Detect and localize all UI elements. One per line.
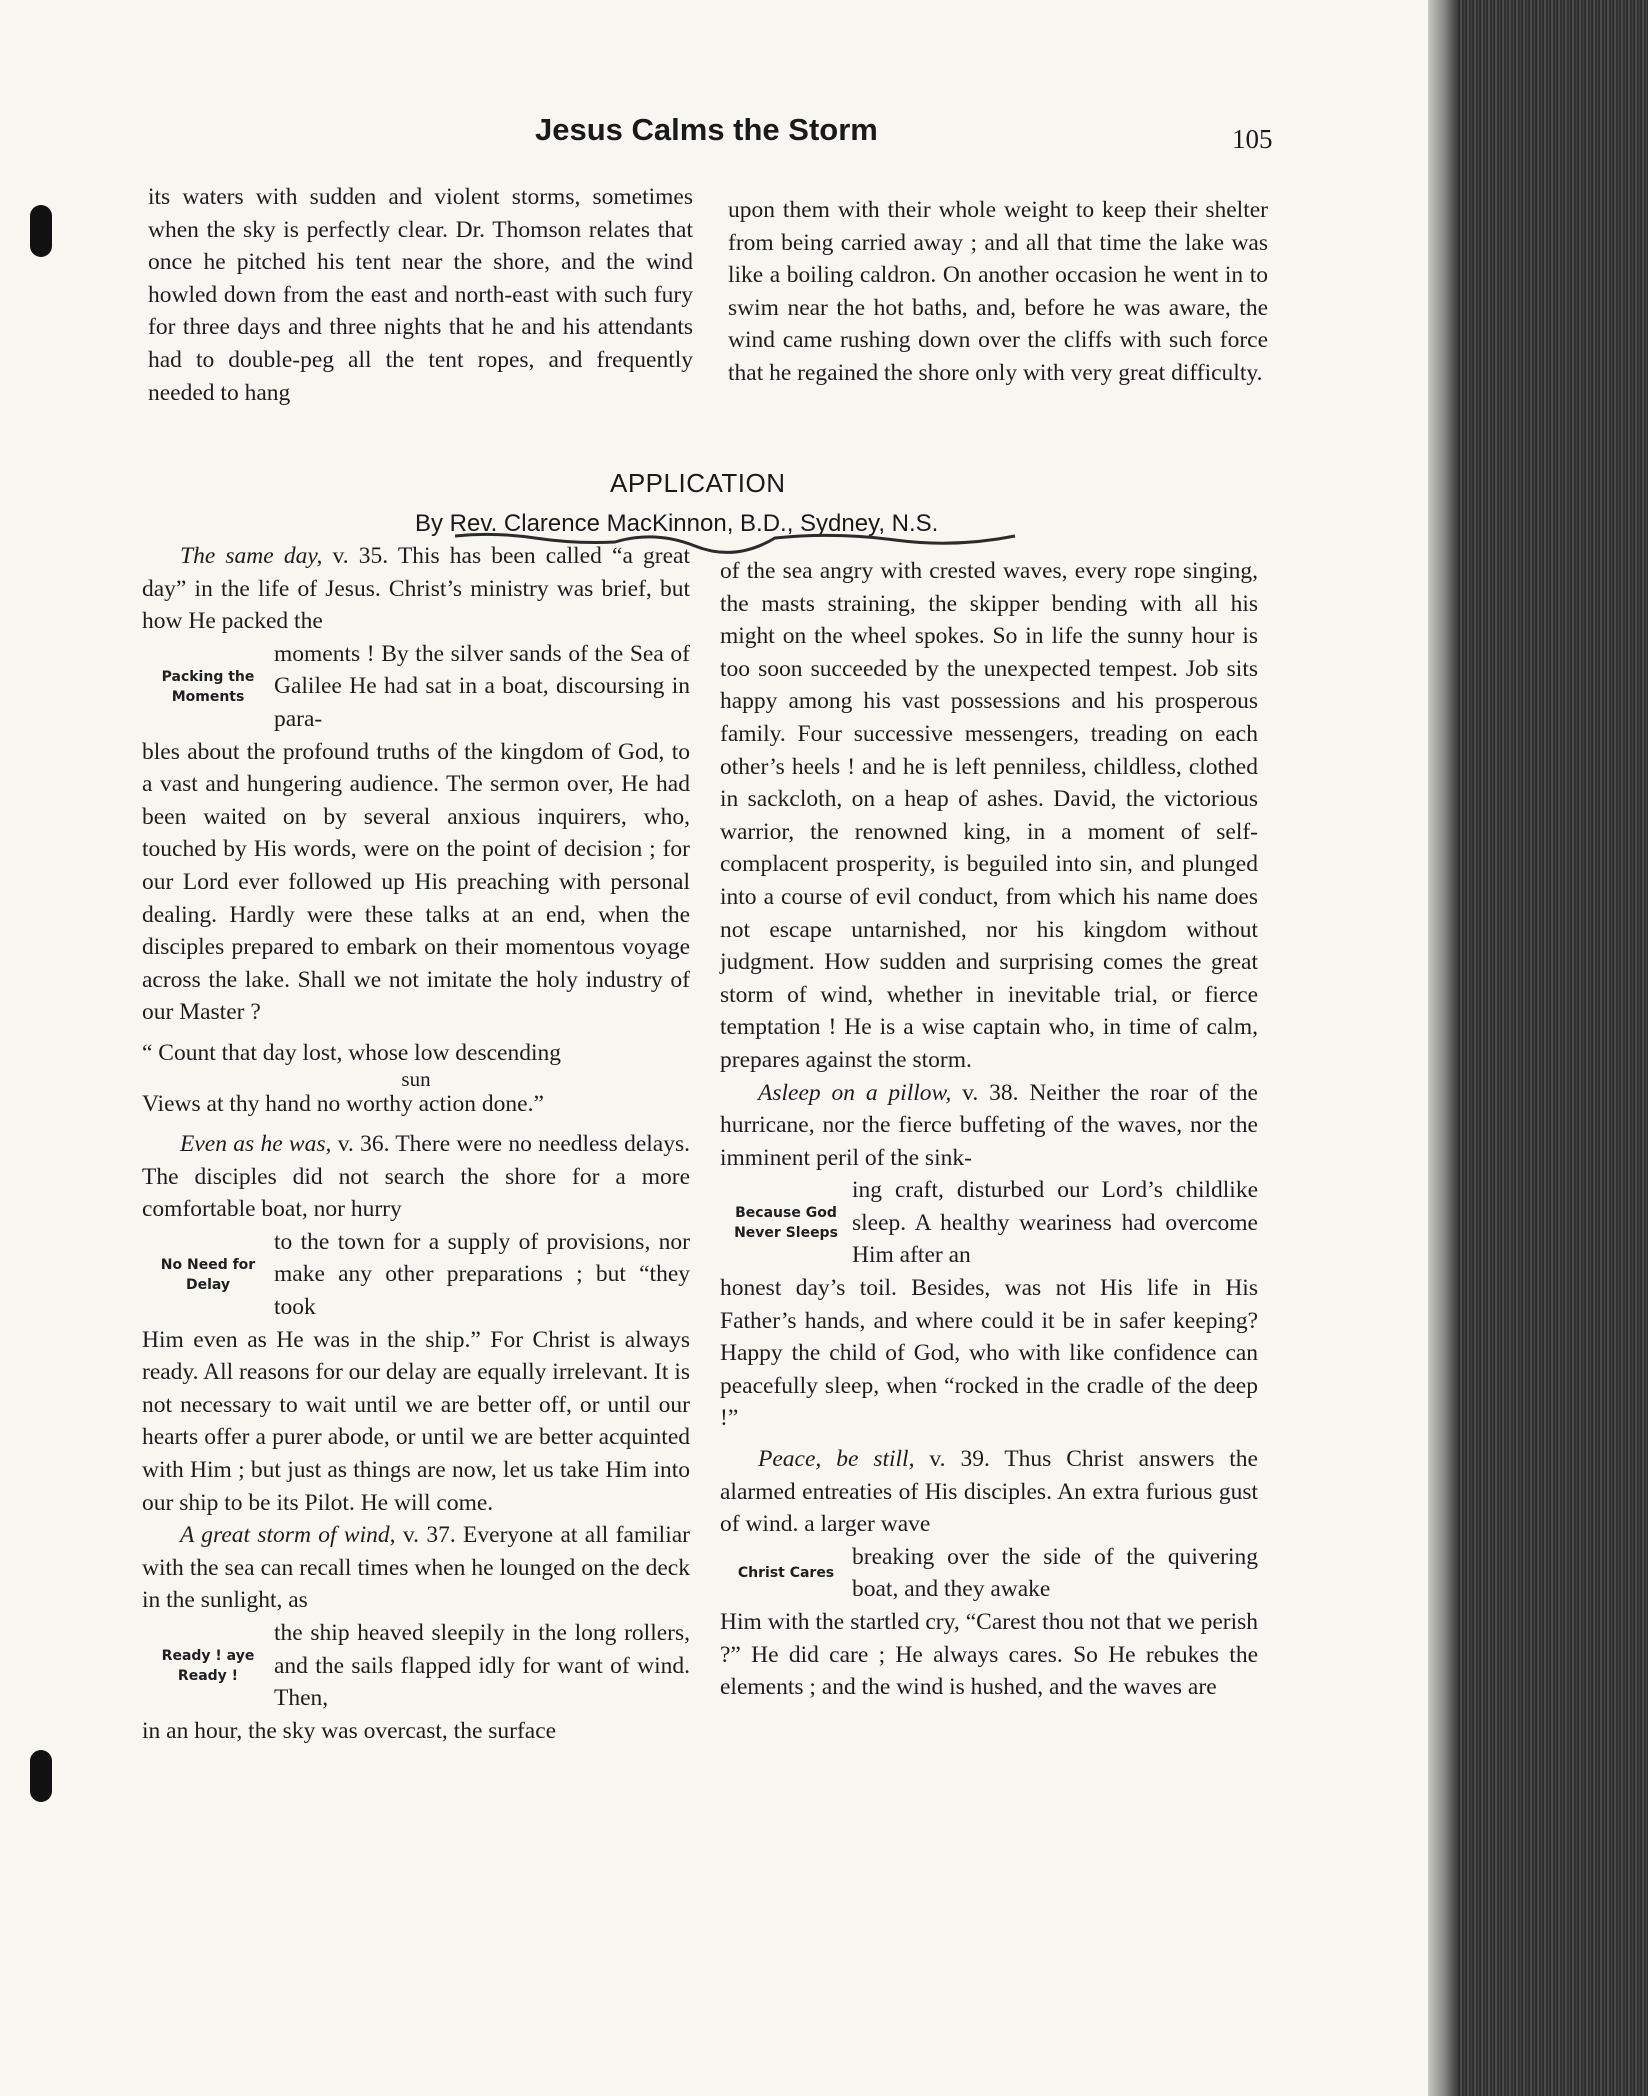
paragraph-text: v. 37. Everyone at all familiar with the sea can recall times when he lounged on the deck in the sunlight, as: [142, 1522, 690, 1614]
sidenote-block: [142, 1226, 690, 1324]
paragraph: upon them with their whole weight to keep their shelter from being carried away ; and all that time the lake was like a boiling caldron. On another occasion he went in to swim near the hot baths, and, before he was aware, the wind came rushing down over the cliffs with such force that he regained the shore only with very great difficulty.: [728, 197, 1268, 386]
paragraph-text: the ship heaved sleepily in the long rollers, and the sails flapped idly for want of wind. Then,: [274, 1620, 690, 1712]
sidenote: Packing the Moments: [161, 668, 255, 705]
paragraph-text: in an hour, the sky was overcast, the surface: [142, 1717, 557, 1744]
paragraph-text: breaking over the side of the quivering boat, and they awake: [852, 1543, 1258, 1603]
sidenote-block: [142, 638, 690, 736]
sidenote-block: [142, 1617, 690, 1715]
verse-ref: A great storm of wind,: [180, 1522, 396, 1549]
paragraph-text: v. 35. This has been called “a great day” in the life of Jesus. Christ’s ministry was brief, but how He packed the: [142, 543, 690, 635]
paragraph-text: bles about the profound truths of the kingdom of God, to a vast and hungering audience. The sermon over, He had been waited on by several anxious inquirers, who, touched by His words, were on the point of decision ; for our Lord ever followed up His preaching with personal dealing. Hardly were these talks at an end, when the disciples prepared to embark on their momentous voyage across the lake. Shall we not imitate the holy industry of our Master ?: [142, 738, 690, 1026]
paragraph-text: ing craft, disturbed our Lord’s childlike sleep. A healthy weariness had overcome Him after an: [852, 1177, 1258, 1269]
verse-ref: Peace, be still,: [758, 1446, 915, 1473]
verse-ref: Even as he was,: [180, 1131, 332, 1158]
paragraph-text: v. 38. Neither the roar of the hurricane, nor the fierce buffeting of the waves, nor the imminent peril of the sink-: [720, 1079, 1258, 1171]
paragraph-text: to the town for a supply of provisions, nor make any other preparations ; but “they took: [274, 1228, 690, 1321]
page-gutter: [1428, 0, 1458, 2096]
page-number: 105: [1232, 124, 1273, 154]
top-left-column: [148, 181, 693, 409]
binder-hole-bottom: [30, 1750, 52, 1802]
sidenote-block: [720, 1541, 1258, 1606]
section-title: APPLICATION: [610, 468, 786, 498]
book-page-edges: [1428, 0, 1648, 2096]
verse-ref: The same day,: [180, 543, 323, 569]
top-right-column: [728, 194, 1268, 390]
sidenote: Ready ! aye Ready !: [161, 1647, 255, 1684]
sidenote-block: [720, 1174, 1258, 1272]
sidenote: Because God Never Sleeps: [734, 1205, 838, 1242]
verse-ref: Asleep on a pillow,: [758, 1079, 952, 1106]
paragraph-text: honest day’s toil. Besides, was not His life in His Father’s hands, and where could it be in safer keeping? Happy the child of God, who with like confidence can peacefully sleep, when “rocked in the cradle of the deep !”: [720, 1275, 1258, 1432]
paragraph-text: moments ! By the silver sands of the Sea of Galilee He had sat in a boat, discoursing in para-: [274, 640, 690, 732]
application-right-column: [720, 555, 1258, 1704]
running-header: Jesus Calms the Storm: [535, 112, 878, 147]
quote-line: sun: [401, 1066, 431, 1091]
quote-line: Views at thy hand no worthy action done.”: [142, 1090, 544, 1117]
paragraph-text: v. 39. Thus Christ answers the alarmed entreaties of His disciples. An extra furious gust of wind. a larger wave: [720, 1446, 1258, 1538]
sidenote: No Need for Delay: [160, 1256, 256, 1293]
byline: By Rev. Clarence MacKinnon, B.D., Sydney, N.S.: [415, 510, 939, 537]
paragraph: its waters with sudden and violent storms, sometimes when the sky is perfectly clear. Dr. Thomson relates that once he pitched his tent near the shore, and the wind howled down from the east and north-east with such fury for three days and three nights that he and his attendants had to double-peg all the tent ropes, and frequently needed to hang: [148, 184, 693, 406]
paragraph-text: of the sea angry with crested waves, every rope singing, the masts straining, the skipper bending with all his might on the wheel spokes. So in life the sunny hour is too soon succeeded by the unexpected tempest. Job sits happy among his vast possessions and his prosperous family. Four successive messengers, treading on each other’s heels ! and he is left penniless, childless, clothed in sackcloth, on a heap of ashes. David, the victorious warrior, the renowned king, in a moment of self-complacent prosperity, is beguiled into sin, and plunged into a course of evil conduct, from which his name does not escape untarnished, nor his kingdom without judgment. How sudden and surprising comes the great storm of wind, whether in inevitable trial, or fierce temptation ! He is a wise captain who, in time of calm, prepares against the storm.: [720, 558, 1258, 1073]
paragraph: [142, 1128, 690, 1226]
quote-line: “ Count that day lost, whose low descending: [142, 1039, 562, 1066]
paragraph-text: Him even as He was in the ship.” For Christ is always ready. All reasons for our delay are equally irrelevant. It is not necessary to wait until we are better off, or until our hearts offer a purer abode, or until we are better acquinted with Him ; but just as things are now, let us take Him into our ship to be its Pilot. He will come.: [142, 1326, 690, 1516]
binder-hole-top: [30, 205, 52, 257]
paragraph-text: v. 36. There were no needless delays. The disciples did not search the shore for a more comfortable boat, nor hurry: [142, 1131, 690, 1223]
application-left-column: [142, 540, 690, 1747]
paragraph-text: Him with the startled cry, “Carest thou not that we perish ?” He did care ; He always cares. So He rebukes the elements ; and the wind is hushed, and the waves are: [720, 1609, 1258, 1701]
paragraph: [142, 1519, 690, 1617]
paragraph: [720, 1077, 1258, 1175]
paragraph: [142, 540, 690, 638]
paragraph: [720, 1443, 1258, 1541]
sidenote: Christ Cares: [737, 1565, 835, 1582]
